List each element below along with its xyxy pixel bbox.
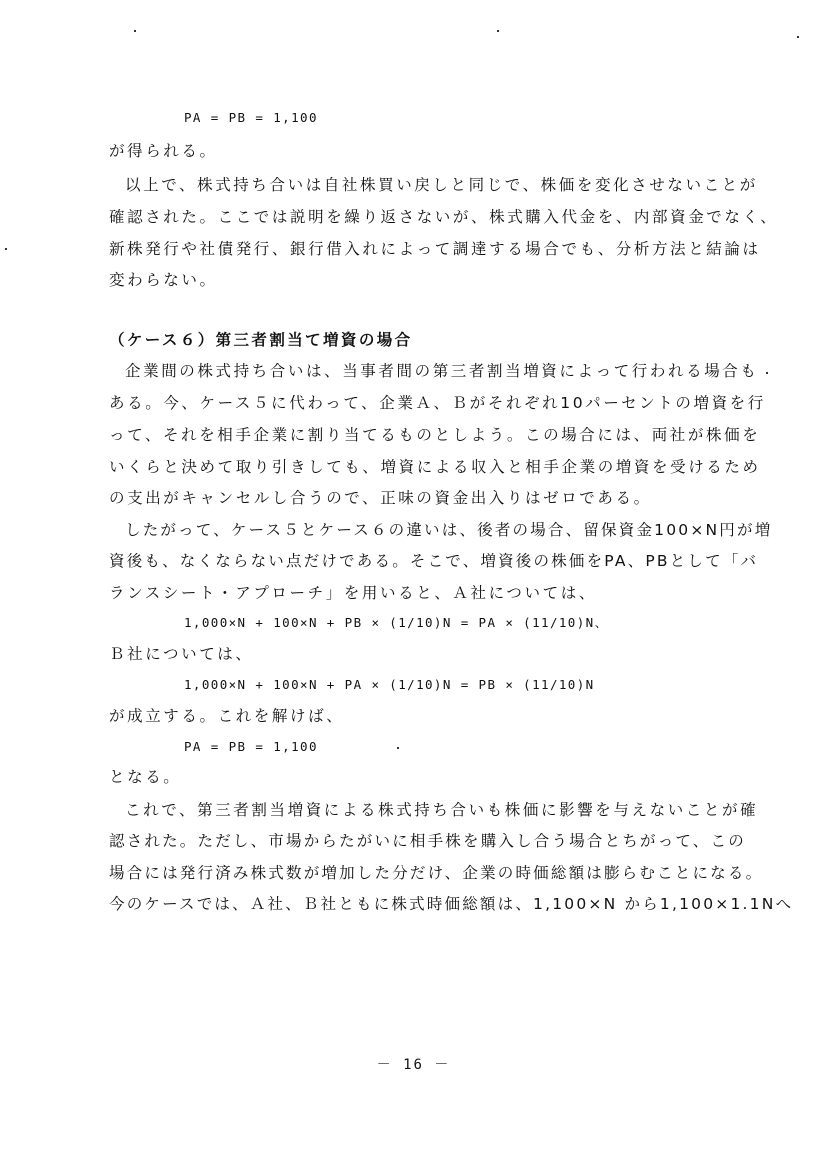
text-line: したがって、ケース５とケース６の違いは、後者の場合、留保資金100×N円が増 (125, 521, 773, 539)
text-line: 今のケースでは、Ａ社、Ｂ社ともに株式時価総額は、1,100×N から1,100×1.1Nへ (109, 895, 794, 913)
equation-case5-result: PA = PB = 1,100 (184, 110, 318, 125)
equation-company-b: 1,000×N + 100×N + PA × (1/10)N = PB × (11/10)N (184, 677, 595, 692)
text-line: 企業間の株式持ち合いは、当事者間の第三者割当増資によって行われる場合も (125, 362, 759, 380)
text-line: ある。今、ケース５に代わって、企業Ａ、Ｂがそれぞれ10パーセントの増資を行 (109, 394, 766, 412)
scan-speck (134, 30, 136, 32)
text-line: となる。 (109, 768, 182, 786)
text-line: これで、第三者割当増資による株式持ち合いも株価に影響を与えないことが確 (125, 801, 759, 819)
scan-speck (797, 36, 799, 38)
text-line: 資後も、なくならない点だけである。そこで、増資後の株価をPA、PBとして「バ (109, 552, 759, 570)
equation-company-a: 1,000×N + 100×N + PB × (1/10)N = PA × (11/10)N、 (184, 615, 609, 630)
scan-speck (497, 30, 499, 32)
equation-case6-result: PA = PB = 1,100 (184, 739, 318, 754)
text-line: ランスシート・アプローチ」を用いると、Ａ社については、 (109, 584, 597, 602)
text-line: 新株発行や社債発行、銀行借入れによって調達する場合でも、分析方法と結論は (109, 240, 761, 258)
text-line: が成立する。これを解けば、 (109, 707, 345, 725)
scan-speck (766, 372, 768, 374)
text-line: 確認された。ここでは説明を繰り返さないが、株式購入代金を、内部資金でなく、 (109, 208, 779, 226)
scan-speck (5, 248, 7, 250)
section-heading-case6: （ケース６）第三者割当て増資の場合 (109, 331, 413, 349)
text-line: の支出がキャンセルし合うので、正味の資金出入りはゼロである。 (109, 489, 652, 507)
text-line: 以上で、株式持ち合いは自社株買い戻しと同じで、株価を変化させないことが (125, 176, 758, 194)
text-line: いくらと決めて取り引きしても、増資による収入と相手企業の増資を受けるため (109, 458, 761, 476)
text-line: って、それを相手企業に割り当てるものとしよう。この場合には、両社が株価を (109, 426, 761, 444)
text-line: 変わらない。 (109, 271, 218, 289)
text-line: が得られる。 (109, 142, 218, 160)
page-number: － 16 － (376, 1057, 451, 1073)
text-line: 場合には発行済み株式数が増加した分だけ、企業の時価総額は膨らむことになる。 (109, 864, 764, 882)
scan-speck (397, 747, 399, 749)
text-line: 認された。ただし、市場からたがいに相手株を購入し合う場合とちがって、この (109, 832, 746, 850)
text-line: Ｂ社については、 (109, 645, 254, 663)
